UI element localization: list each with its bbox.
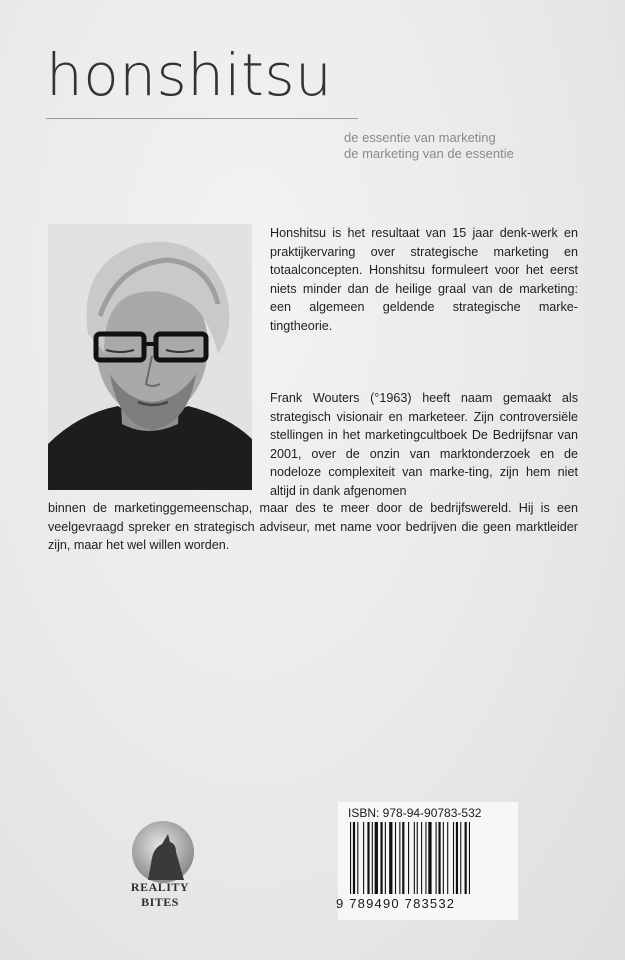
- howling-wolf-moon-icon: [118, 818, 208, 888]
- author-bio-top: Frank Wouters (°1963) heeft naam gemaakt als strategisch visionair en marketeer. Zijn controversiële stellingen in het marketingcultboek De Bedrijfsnar van 2001, over de onzin van marktonderzoek en de nodeloze complexiteit van marke-ting, zijn hem niet altijd in dank afgenomen: [270, 391, 578, 498]
- author-photo: [48, 224, 252, 490]
- isbn-label: ISBN: 978-94-90783-532: [348, 806, 482, 820]
- author-portrait-icon: [48, 224, 252, 490]
- tagline-line-2: de marketing van de essentie: [344, 146, 514, 161]
- author-bio-bottom: binnen de marketinggemeenschap, maar des te meer door de bedrijfswereld. Hij is een veelgevraagd spreker en strategisch adviseur, met name voor bedrijven die geen marktleider zijn, maar het wel willen worden.: [48, 501, 578, 552]
- title-underline: [46, 118, 358, 119]
- tagline-line-1: de essentie van marketing: [344, 130, 496, 145]
- barcode-digits: 9 789490 783532: [336, 896, 456, 911]
- book-description: Honshitsu is het resultaat van 15 jaar denk-werk en praktijkervaring over strategische marketing en totaalconcepten. Honshitsu formuleert voor het eerst niets minder dan de heilige graal van de marketing: een algemeen geldende strategische marke-tingtheorie.: [270, 226, 578, 333]
- publisher-name-line-1: REALITY: [130, 880, 190, 894]
- barcode-icon: [350, 822, 510, 900]
- book-title: honshitsu: [46, 41, 333, 109]
- publisher-name-line-2: BITES: [141, 895, 179, 909]
